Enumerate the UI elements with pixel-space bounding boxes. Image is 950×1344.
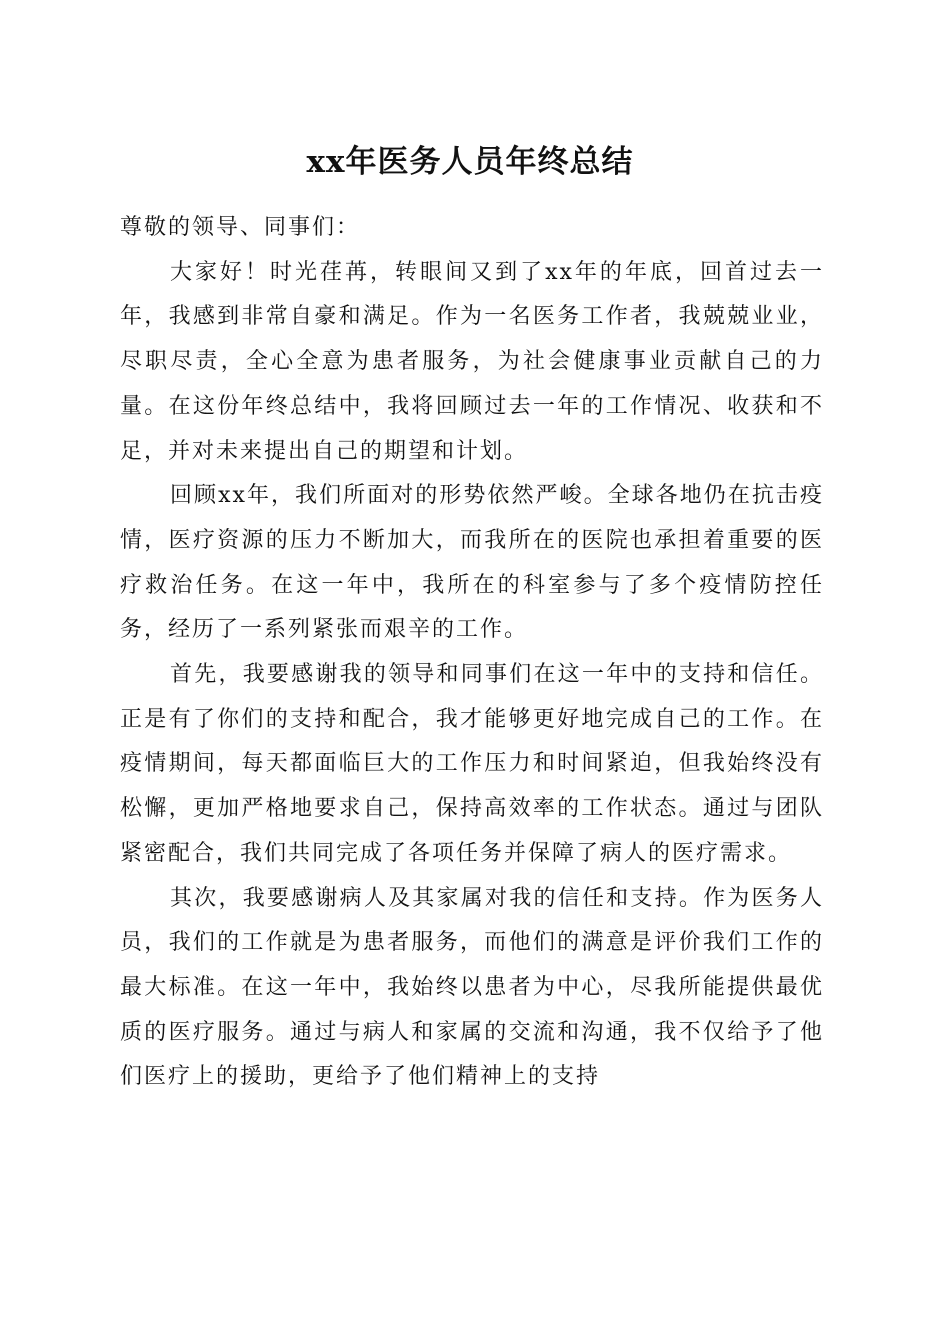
document-title: xx年医务人员年终总结	[306, 144, 634, 180]
paragraph-2: 回顾xx年，我们所面对的形势依然严峻。全球各地仍在抗击疫情，医疗资源的压力不断加大，而我所在的医院也承担着重要的医疗救治任务。在这一年中，我所在的科室参与了多个疫情防控任务，经历了一系列紧张而艰辛的工作。	[120, 483, 824, 643]
paragraph-1: 大家好！时光荏苒，转眼间又到了xx年的年底，回首过去一年，我感到非常自豪和满足。作为一名医务工作者，我兢兢业业，尽职尽责，全心全意为患者服务，为社会健康事业贡献自己的力量。在这份年终总结中，我将回顾过去一年的工作情况、收获和不足，并对未来提出自己的期望和计划。	[120, 259, 824, 464]
document-body	[120, 206, 824, 1100]
salutation: 尊敬的领导、同事们：	[120, 215, 361, 240]
paragraph-4: 其次，我要感谢病人及其家属对我的信任和支持。作为医务人员，我们的工作就是为患者服务，而他们的满意是评价我们工作的最大标准。在这一年中，我始终以患者为中心，尽我所能提供最优质的医疗服务。通过与病人和家属的交流和沟通，我不仅给予了他们医疗上的援助，更给予了他们精神上的支持	[120, 885, 824, 1090]
paragraph-3: 首先，我要感谢我的领导和同事们在这一年中的支持和信任。正是有了你们的支持和配合，我才能够更好地完成自己的工作。在疫情期间，每天都面临巨大的工作压力和时间紧迫，但我始终没有松懈，更加严格地要求自己，保持高效率的工作状态。通过与团队紧密配合，我们共同完成了各项任务并保障了病人的医疗需求。	[120, 662, 824, 866]
